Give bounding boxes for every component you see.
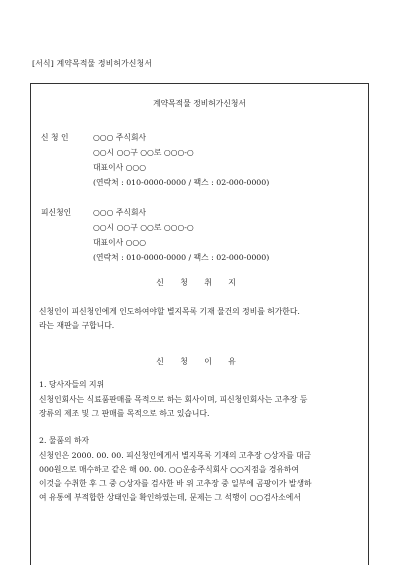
purpose-line-1: 신청인이 피신청인에게 인도하여야할 별지목록 기재 물건의 정비를 허가한다. bbox=[39, 307, 300, 316]
application-document bbox=[30, 83, 369, 565]
respondent-address: ○○시 ○○구 ○○로 ○○○-○ bbox=[93, 223, 194, 232]
applicant-name: ○○○ 주식회사 bbox=[93, 133, 147, 142]
reason-1-line-1: 신청인회사는 식료품판매를 목적으로 하는 회사이며, 피신청인회사는 고추장 등 bbox=[39, 395, 308, 404]
applicant-address: ○○시 ○○구 ○○로 ○○○-○ bbox=[93, 148, 194, 157]
document-title: 계약목적물 정비허가신청서 bbox=[153, 99, 246, 108]
reason-2-line-4: 여 유통에 부적합한 상태인을 확인하였는데, 문제는 그 석행이 ○○검사소에서 bbox=[39, 493, 301, 502]
form-label: [서식] 계약목적물 정비허가신청서 bbox=[32, 59, 153, 68]
reason-2-line-2: 000원으로 매수하고 같은 해 00. 00. ○○운송주식회사 ○○지점을 경유하여 bbox=[39, 465, 299, 474]
applicant-label: 신 청 인 bbox=[41, 133, 69, 142]
reason-2-line-1: 신청인은 2000. 00. 00. 피신청인에게서 별지목록 기재의 고추장 ○상자를 대금 bbox=[39, 451, 312, 460]
respondent-label: 피신청인 bbox=[41, 208, 72, 217]
applicant-contact: (연락처 : 010-0000-0000 / 팩스 : 02-000-0000) bbox=[93, 178, 270, 187]
applicant-representative: 대표이사 ○○○ bbox=[93, 163, 147, 172]
purpose-heading: 신 청 취 지 bbox=[156, 278, 243, 287]
reason-1-title: 1. 당사자들의 지위 bbox=[39, 380, 105, 389]
respondent-representative: 대표이사 ○○○ bbox=[93, 238, 147, 247]
respondent-name: ○○○ 주식회사 bbox=[93, 208, 147, 217]
reason-2-title: 2. 물품의 하자 bbox=[39, 436, 90, 445]
purpose-line-2: 라는 재판을 구합니다. bbox=[39, 321, 115, 330]
respondent-contact: (연락처 : 010-0000-0000 / 팩스 : 02-000-0000) bbox=[93, 253, 270, 262]
reasons-heading: 신 청 이 유 bbox=[156, 357, 243, 366]
reason-2-line-3: 이것을 수취한 후 그 중 ○상자를 검사한 바 위 고추장 중 일부에 곰팡이가 발생하 bbox=[39, 479, 312, 488]
reason-1-line-2: 장류의 제조 및 그 판매를 목적으로 하고 있습니다. bbox=[39, 409, 210, 418]
